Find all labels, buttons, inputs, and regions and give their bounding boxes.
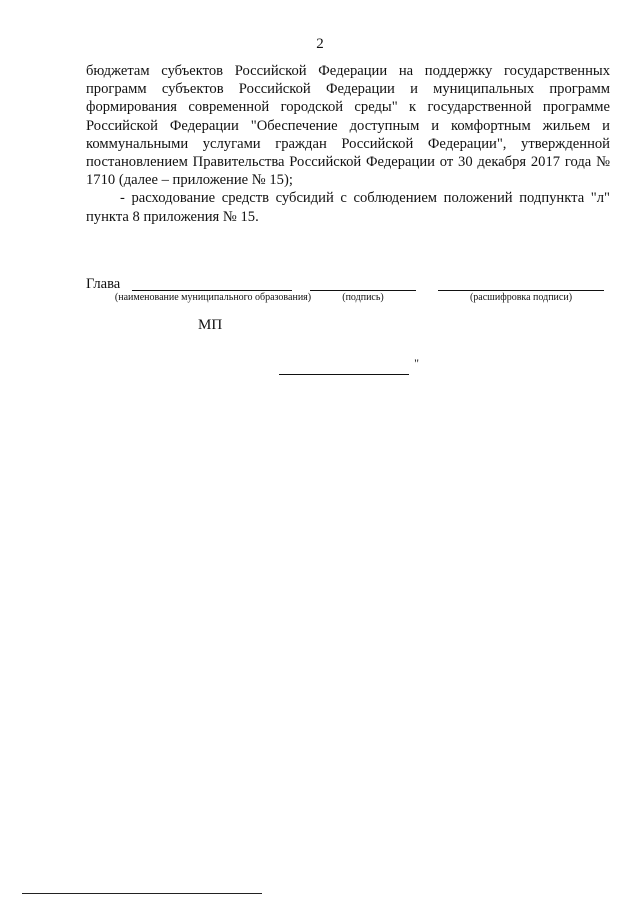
body-paragraph-2: - расходование средств субсидий с соблюдением положений подпункта "л" пункта 8 приложения № 15. <box>86 190 610 225</box>
municipality-line <box>132 290 292 291</box>
signature-caption: (подпись) <box>342 292 384 303</box>
body-paragraph-1: бюджетам субъектов Российской Федерации на поддержку государственных программ субъектов Российской Федерации и муниципальных программ формирования современной городской среды" к государственной программе Российской Федерации "Обеспечение доступным и комфортным жильем и коммунальными услугами граждан Российской Федерации", утвержденной постановлением Правительства Российской Федерации от 30 декабря 2017 года № 1710 (далее – приложение № 15); <box>86 63 610 189</box>
document-body <box>86 62 610 226</box>
closing-mark <box>279 358 419 378</box>
footer-rule <box>22 893 262 894</box>
municipality-caption: (наименование муниципального образования) <box>114 292 312 303</box>
closing-line <box>279 374 409 375</box>
closing-quote: " <box>414 356 419 370</box>
signature-block <box>86 276 610 356</box>
seal-label: МП <box>198 317 223 333</box>
head-label: Глава <box>86 276 121 292</box>
decoding-line <box>438 290 604 291</box>
signature-line <box>310 290 416 291</box>
decoding-caption: (расшифровка подписи) <box>469 292 573 303</box>
page-number: 2 <box>316 36 324 52</box>
